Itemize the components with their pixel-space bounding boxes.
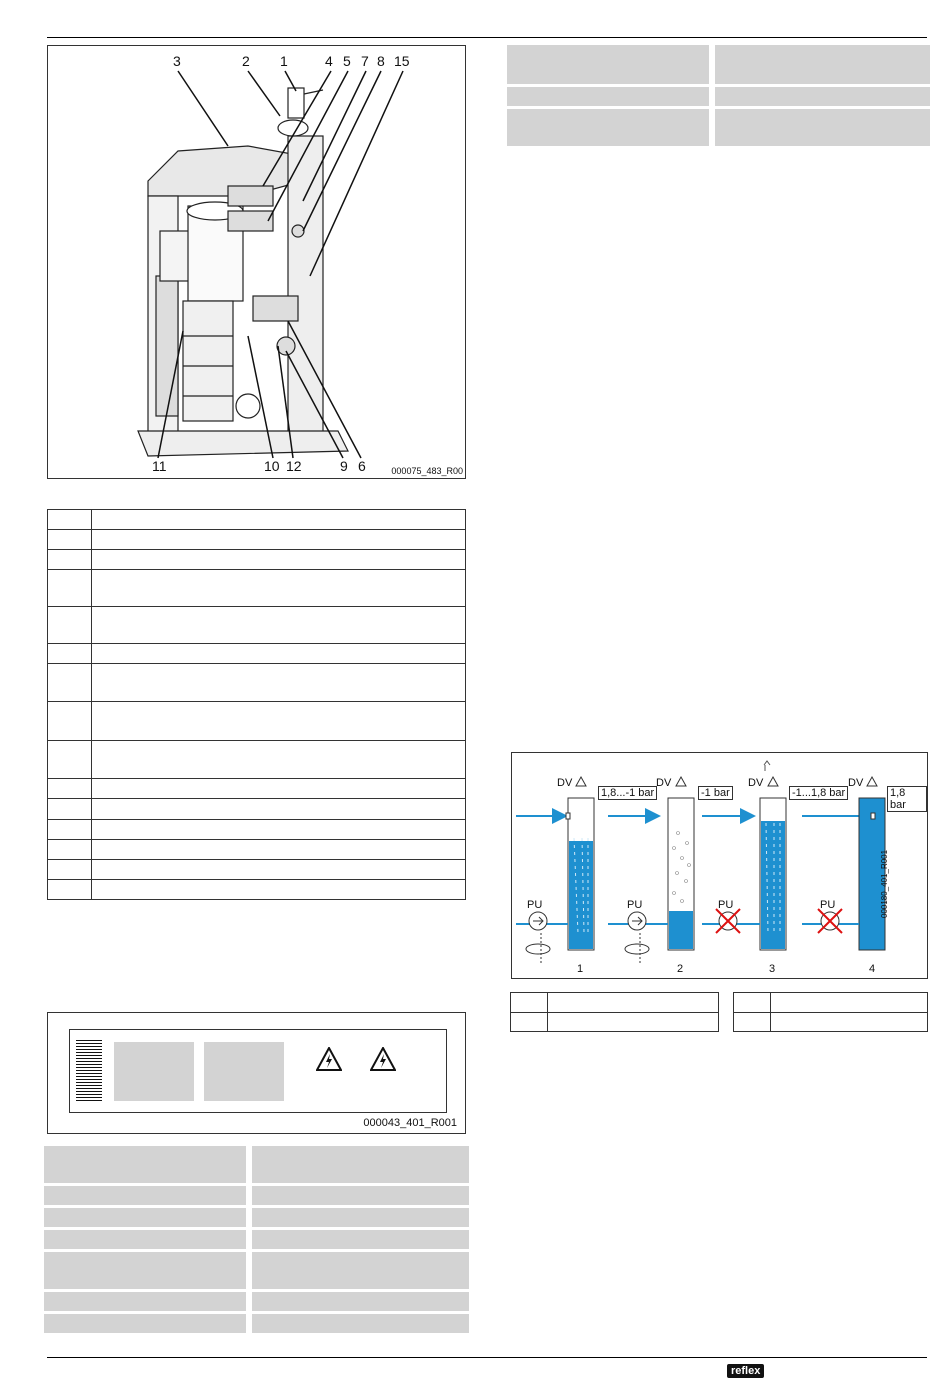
callout-6: 6 [358,458,366,474]
column-number-3: 3 [769,963,776,975]
column-2 [608,798,694,963]
pressure-label-3: -1...1,8 bar [789,786,848,800]
brand-logo: reflex [727,1364,764,1378]
nameplate-table [44,1143,469,1336]
dv-label-2: DV [656,777,672,789]
callout-1: 1 [280,53,288,69]
high-voltage-warning-icon [370,1047,396,1071]
pu-label-3: PU [718,899,734,911]
pressure-label-2: -1 bar [698,786,733,800]
figure-code: 000075_483_R00 [391,466,463,476]
callout-15: 15 [394,53,410,69]
pu-label-2: PU [627,899,643,911]
column-number-4: 4 [869,963,876,975]
header-table [507,42,930,149]
degassing-legend-left [510,992,719,1032]
column-number-1: 1 [577,963,584,975]
degassing-figure [511,752,928,979]
callout-5: 5 [343,53,351,69]
pu-label-4: PU [820,899,836,911]
callout-11: 11 [152,458,167,474]
pressure-label-1: 1,8...-1 bar [598,786,657,800]
barcode [76,1040,102,1103]
legend-table [47,509,466,900]
callout-3: 3 [173,53,181,69]
pu-label-1: PU [527,899,543,911]
nameplate-figure [47,1012,466,1134]
label-field-1 [114,1042,194,1101]
column-number-2: 2 [677,963,684,975]
unit-drawing [48,46,465,478]
label-field-2 [204,1042,284,1101]
unit-figure [47,45,466,479]
callout-10: 10 [264,458,280,474]
nameplate-code: 000043_401_R001 [363,1117,457,1129]
column-1 [516,798,594,963]
dv-label-3: DV [748,777,764,789]
figure3-code: 000180_401_R001 [880,849,889,918]
callout-2: 2 [242,53,250,69]
high-voltage-warning-icon [316,1047,342,1071]
dv-label-4: DV [848,777,864,789]
column-4 [802,798,885,950]
callout-7: 7 [361,53,369,69]
callout-12: 12 [286,458,302,474]
footer-rule [47,1357,927,1358]
dv-label-1: DV [557,777,573,789]
pressure-label-4: 1,8 bar [887,786,927,812]
callout-8: 8 [377,53,385,69]
degassing-legend-right [733,992,928,1032]
callout-4: 4 [325,53,333,69]
header-rule [47,37,927,38]
callout-9: 9 [340,458,348,474]
